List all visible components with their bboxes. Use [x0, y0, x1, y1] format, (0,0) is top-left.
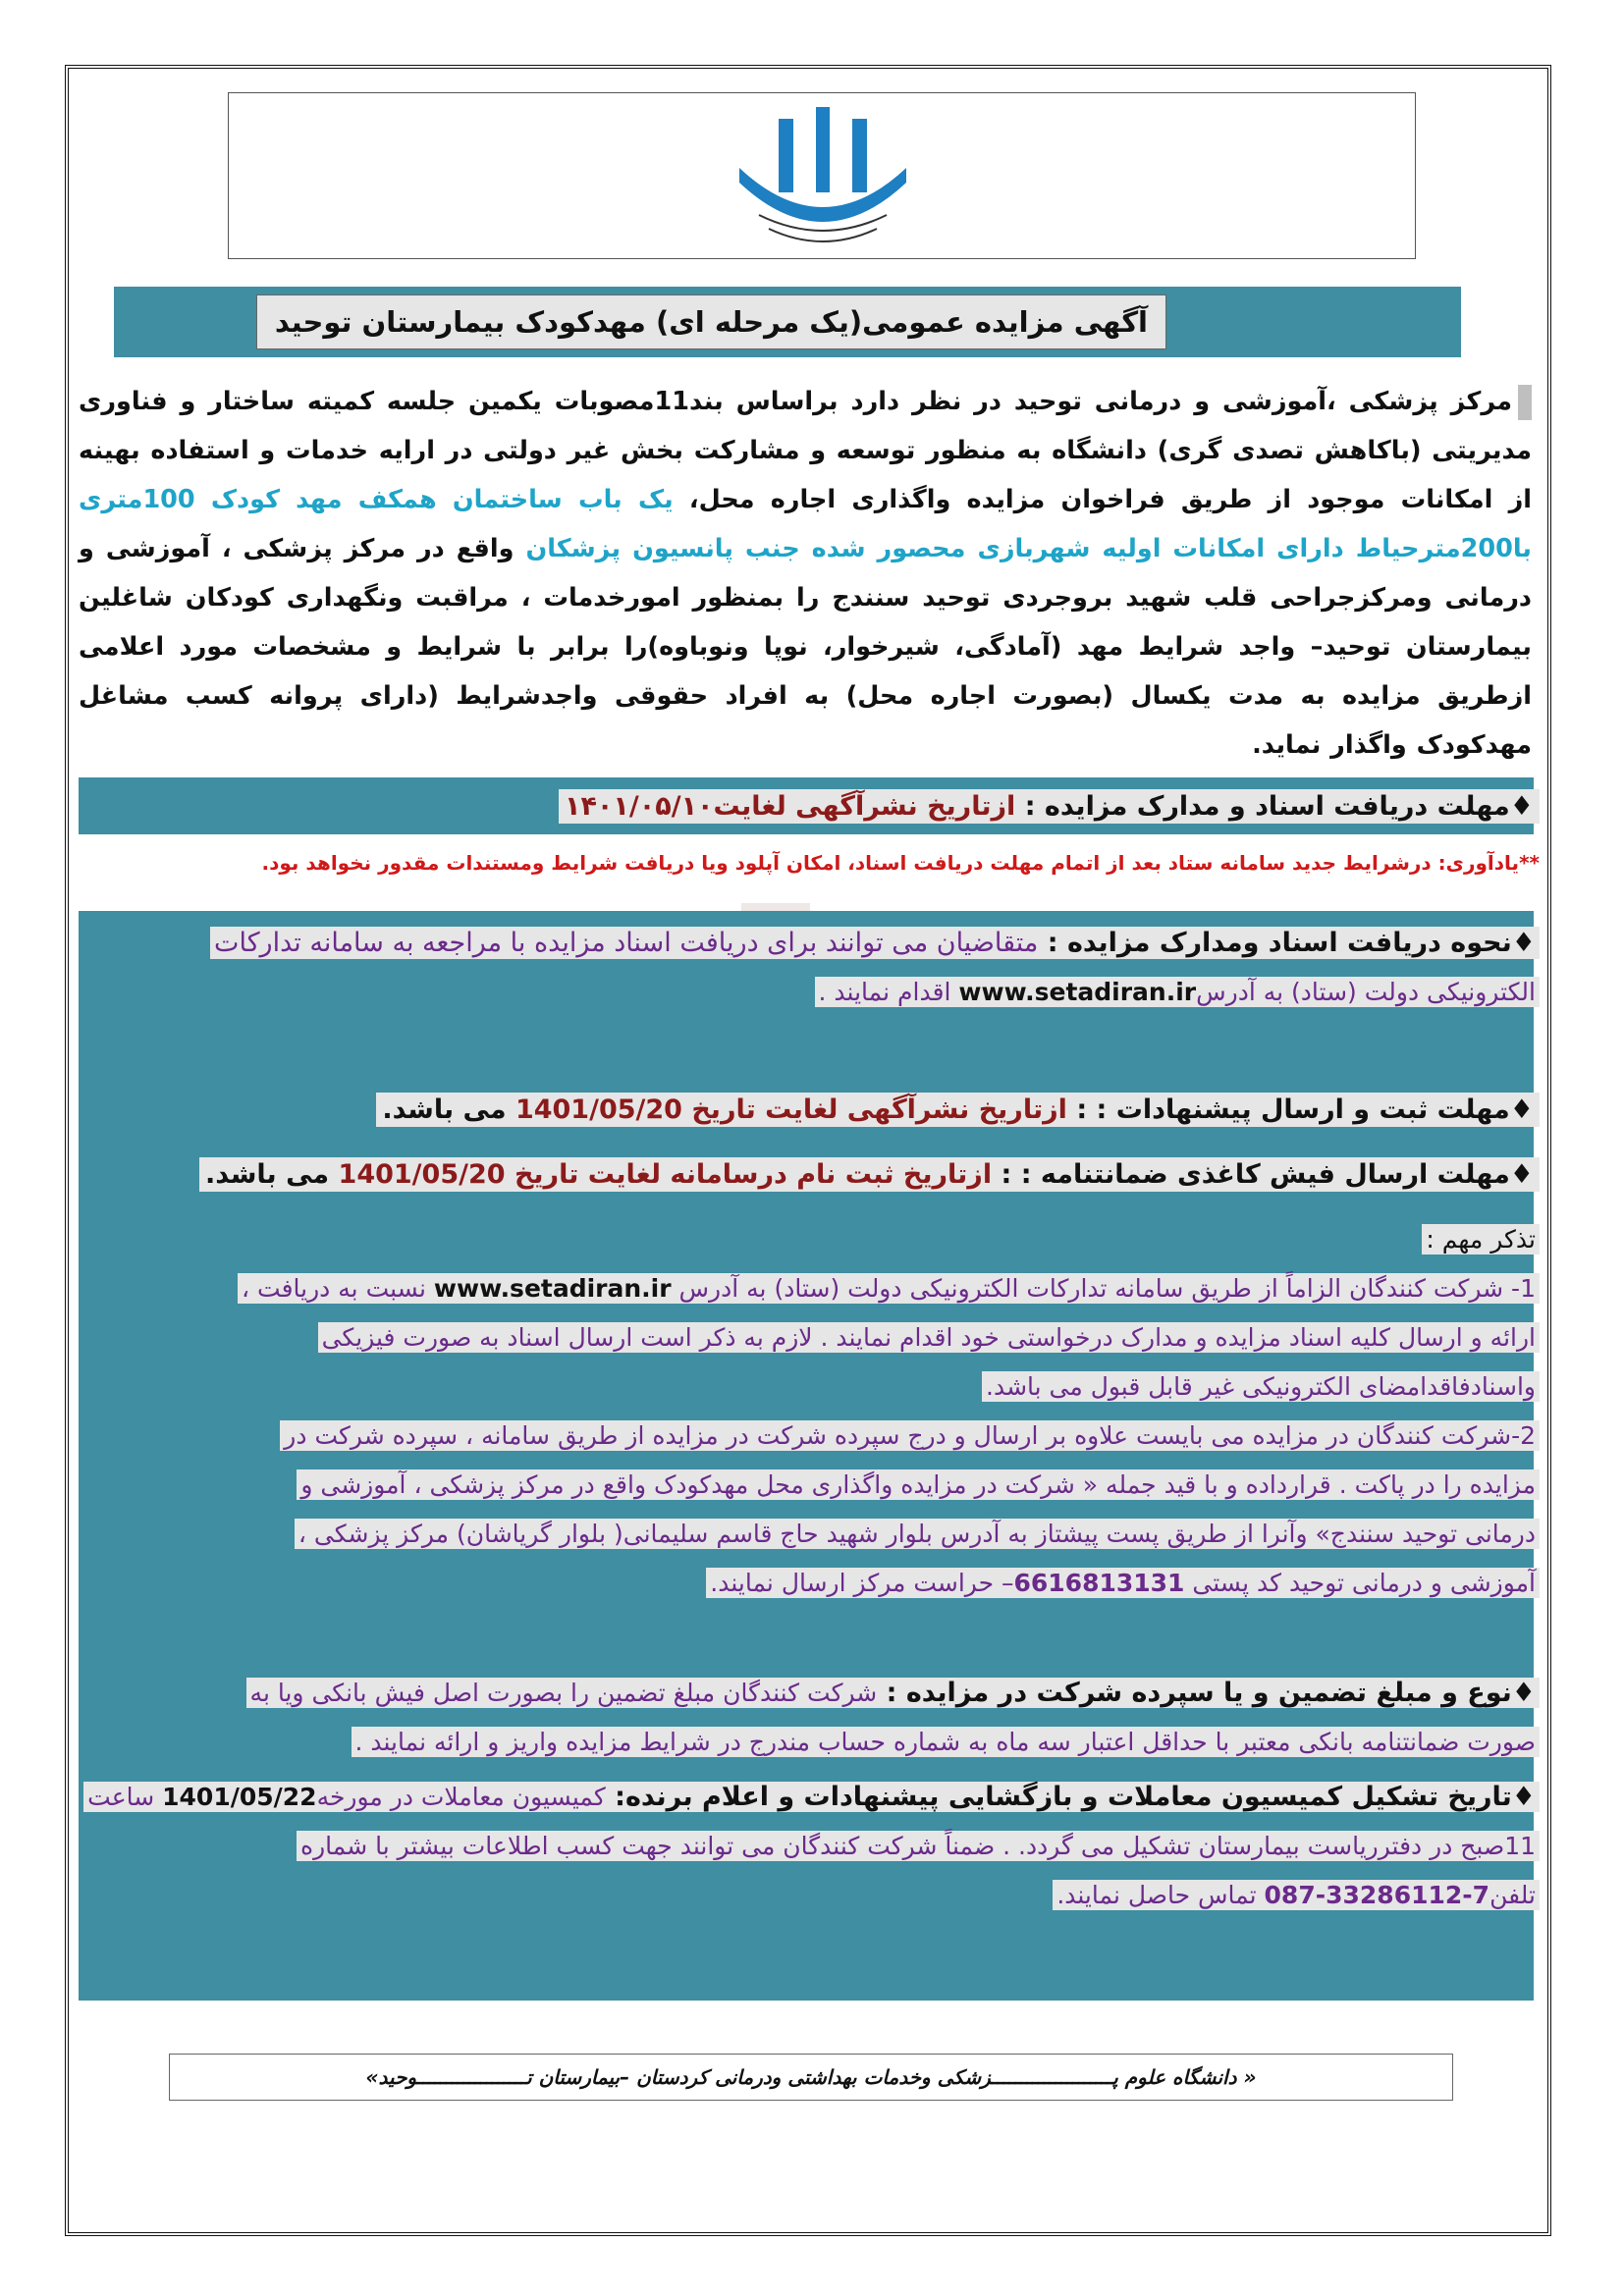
deadline-guarantee-line	[199, 1154, 1540, 1196]
bullet-icon: ♦	[1509, 1095, 1534, 1125]
note2-line1: 2-شرکت کنندگان در مزایده می بایست علاوه بر ارسال و درج سپرده شرکت در مزایده از طریق سامانه ، سپرده شرکت در	[280, 1420, 1540, 1451]
deadline-offers-label: مهلت ثبت و ارسال پیشنهادات : :	[1066, 1095, 1510, 1125]
bullet-icon: ♦	[1509, 791, 1534, 822]
notes-section	[90, 1215, 1540, 1608]
setadiran-link[interactable]: www.setadiran.ir	[958, 978, 1197, 1006]
footer: « دانشگاه علوم پـــــــــــــــــــــزشکی وخدمات بهداشتی ودرمانی کردستان –بیمارستان تـــــــــــــــــــوحید»	[169, 2054, 1453, 2101]
how-docs-section	[90, 919, 1540, 1017]
bullet-icon: ♦	[1511, 928, 1536, 958]
note1-line1-pre: 1- شرکت کنندگان الزاماً از طریق سامانه تدارکات الکترونیکی دولت (ستاد) به آدرس	[671, 1274, 1536, 1303]
commission-line1-post: ساعت	[87, 1783, 163, 1811]
deadline-offers-suffix: می باشد.	[382, 1095, 515, 1125]
how-docs-line2-pre: الکترونیکی دولت (ستاد) به آدرس	[1196, 978, 1536, 1006]
guarantee-section	[90, 1669, 1540, 1767]
guarantee-label: نوع و مبلغ تضمین و یا سپرده شرکت در مزایده :	[877, 1678, 1512, 1708]
commission-line3-pre: تلفن	[1489, 1881, 1536, 1909]
university-logo-icon	[720, 99, 926, 256]
bullet-icon: ♦	[1511, 1678, 1536, 1708]
note1-line1-post: نسبت به دریافت ،	[242, 1274, 434, 1303]
note1-line3: واسنادفاقدامضای الکترونیکی غیر قابل قبول می باشد.	[982, 1371, 1540, 1402]
note2-line4-post: – حراست مرکز ارسال نمایند.	[710, 1569, 1014, 1597]
deadline-docs-value: ازتاریخ نشرآگهی لغایت۱۴۰۱/۰۵/۱۰	[564, 791, 1016, 822]
commission-line2: 11صبح در دفترریاست بیمارستان تشکیل می گردد. . ضمناً شرکت کنندگان می توانند جهت کسب اطلاعات بیشتر با شماره	[297, 1831, 1540, 1861]
intro-highlight: یک باب ساختمان همکف مهد کودک 100متری با200مترحیاط دارای امکانات اولیه شهربازی محصور شده جنب پانسیون پزشکان	[79, 485, 1533, 563]
deadline-docs-line	[559, 787, 1540, 827]
guarantee-line1: شرکت کنندگان مبلغ تضمین را بصورت اصل فیش بانکی ویا به	[249, 1679, 878, 1707]
page-title: آگهی مزایده عمومی(یک مرحله ای) مهدکودک بیمارستان توحید	[256, 294, 1166, 349]
note1-setadiran-link[interactable]: www.setadiran.ir	[433, 1274, 672, 1303]
how-docs-line2-post: اقدام نمایند .	[818, 978, 959, 1006]
bullet-icon: ♦	[1509, 1159, 1534, 1190]
deadline-docs-label: مهلت دریافت اسناد و مدارک مزایده :	[1015, 791, 1510, 822]
how-docs-label: نحوه دریافت اسناد ومدارک مزایده :	[1038, 928, 1512, 958]
notes-heading: تذکر مهم :	[1422, 1224, 1540, 1255]
deadline-offers-line	[376, 1090, 1540, 1131]
commission-line1-pre: کمیسیون معاملات در مورخه	[316, 1783, 606, 1811]
logo-header-box	[228, 92, 1416, 259]
deadline-offers-value: ازتاریخ نشرآگهی لغایت تاریخ 1401/05/20	[514, 1095, 1067, 1125]
guarantee-line2: صورت ضمانتنامه بانکی معتبر با حداقل اعتبار سه ماه به شماره حساب مندرج در شرایط مزایده واریز و ارائه نمایند .	[352, 1727, 1541, 1757]
commission-date: 1401/05/22	[162, 1783, 317, 1811]
intro-text-1: مرکز پزشکی ،آموزشی و درمانی توحید در نظر دارد براساس بند11مصوبات یکمین جلسه کمیته ساختار و فناوری مدیریتی (باکاهش تصدی گری) دانشگاه به منظور توسعه و مشارکت بخش غیر دولتی در ارایه خدمات و استفاده بهینه از امکانات موجود از طریق فراخوان مزایده واگذاری اجاره محل،	[79, 387, 1532, 514]
note2-line2: مزایده را در پاکت . قرارداده و با قید جمله « شرکت در مزایده واگذاری محل مهدکودک واقع در مرکز پزشکی ، آموزشی و	[297, 1469, 1540, 1500]
intro-text-2: واقع در مرکز پزشکی ، آموزشی و درمانی ومرکزجراحی قلب شهید بروجردی توحید سنندج را بمنظور امورخدمات ، مراقبت ونگهداری کودکان شاغلین بیمارستان توحید– واجد شرایط مهد (آمادگی، شیرخوار، نوپا ونوباوه)را برابر با شرایط و مشخصات مورد اعلامی ازطریق مزایده به مدت یکسال (بصورت اجاره محل) به افراد حقوقی واجدشرایط (دارای پروانه کسب مشاغل مهدکودک واگذار نماید.	[79, 534, 1532, 760]
deadline-guarantee-suffix: می باشد.	[205, 1159, 339, 1190]
how-docs-line1: متقاضیان می توانند برای دریافت اسناد مزایده با مراجعه به سامانه تدارکات	[214, 928, 1039, 958]
note2-line3: درمانی توحید سنندج» وآنرا از طریق پست پیشتاز به آدرس بلوار شهید حاج قاسم سلیمانی( بلوار گریاشان) مرکز پزشکی ،	[295, 1519, 1540, 1549]
paragraph-marker	[1518, 385, 1532, 420]
reminder-text: **یادآوری: درشرایط جدید سامانه ستاد بعد از اتمام مهلت دریافت اسناد، امکان آپلود ویا دریافت شرایط ومستندات مقدور نخواهد بود.	[261, 851, 1540, 875]
intro-paragraph	[79, 377, 1532, 770]
deadline-guarantee-value: ازتاریخ ثبت نام درسامانه لغایت تاریخ 1401/05/20	[338, 1159, 993, 1190]
phone-number: 7-33286112-087	[1264, 1881, 1490, 1909]
note1-line2: ارائه و ارسال کلیه اسناد مزایده و مدارک درخواستی خود اقدام نمایند . لازم به ذکر است ارسال اسناد به صورت فیزیکی	[318, 1322, 1540, 1353]
commission-line3-post: تماس حاصل نمایند.	[1056, 1881, 1265, 1909]
bullet-icon: ♦	[1511, 1782, 1536, 1812]
title-band	[114, 287, 1461, 357]
commission-label: تاریخ تشکیل کمیسیون معاملات و بازگشایی پیشنهادات و اعلام برنده:	[605, 1782, 1512, 1812]
commission-section	[87, 1773, 1540, 1920]
postal-code: 6616813131	[1013, 1569, 1185, 1597]
note2-line4-pre: آموزشی و درمانی توحید کد پستی	[1184, 1569, 1536, 1597]
deadline-guarantee-label: مهلت ارسال فیش کاغذی ضمانتنامه : :	[992, 1159, 1510, 1190]
